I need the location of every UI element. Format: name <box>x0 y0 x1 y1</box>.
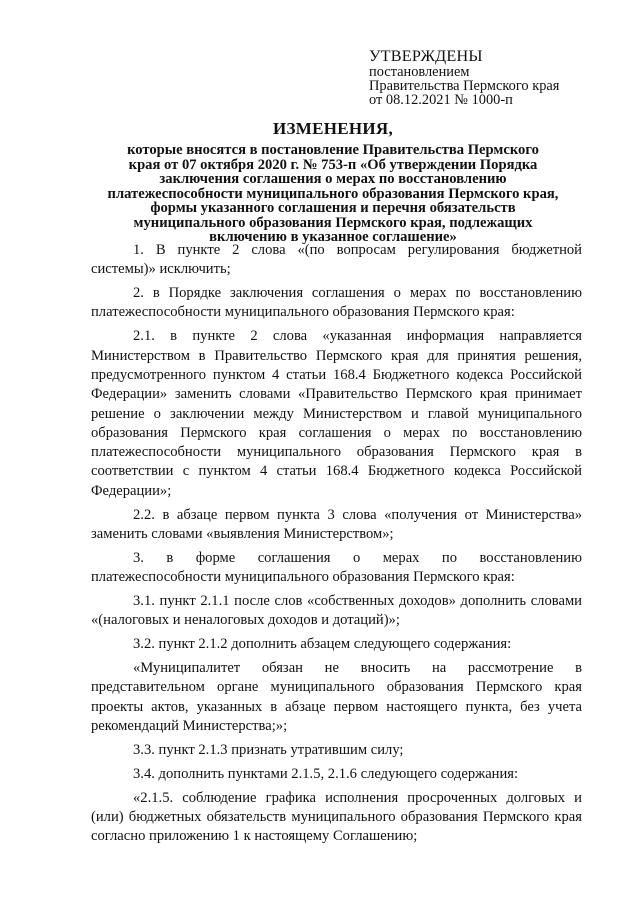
paragraph: 2.1. в пункте 2 слова «указанная информация направляется Министерством в Правительство Пермского края для принятия решения, предусмотренного пунктом 4 статьи 168.4 Бюджетного кодекса Российской Федерации» заменить словами «Правительство Пермского края принимает решение о заключении между Министерством и главой муниципального образования Пермского края соглашения о мерах по восстановлению платежеспособности муниципального образования Пермского края в соответствии с пунктом 4 статьи 168.4 Бюджетного кодекса Российской Федерации»; <box>91 328 582 499</box>
paragraph: 2.2. в абзаце первом пункта 3 слова «получения от Министерства» заменить словами «выявления Министерством»; <box>91 506 582 542</box>
paragraph: 1. В пункте 2 слова «(по вопросам регулирования бюджетной системы)» исключить; <box>91 242 582 278</box>
title-main: ИЗМЕНЕНИЯ, <box>272 119 394 138</box>
paragraph: «2.1.5. соблюдение графика исполнения просроченных долговых и (или) бюджетных обязательств муниципального образования Пермского края согласно приложению 1 к настоящему Соглашению; <box>91 789 582 845</box>
approval-line: Правительства Пермского края <box>369 78 560 94</box>
approval-line: от 08.12.2021 № 1000-п <box>369 92 513 108</box>
approval-heading: УТВЕРЖДЕНЫ <box>369 47 483 65</box>
title-line: муниципального образования Пермского края, подлежащих <box>133 214 533 231</box>
title-line: заключения соглашения о мерах по восстановлению <box>159 171 507 187</box>
paragraph: 3.3. пункт 2.1.3 признать утратившим силу; <box>133 741 404 758</box>
paragraph: «Муниципалитет обязан не вносить на рассмотрение в представительном органе муниципального образования Пермского края проекты актов, указанных в абзаце первом настоящего пункта, без учета рекомендаций Министерства;»; <box>91 660 582 734</box>
title-line: платежеспособности муниципального образования Пермского края, <box>107 185 559 202</box>
paragraph: 3.2. пункт 2.1.2 дополнить абзацем следующего содержания: <box>133 636 512 653</box>
paragraph: 3.1. пункт 2.1.1 после слов «собственных доходов» дополнить словами «(налоговых и неналоговых доходов и дотаций)»; <box>91 593 582 629</box>
document-body <box>91 241 582 847</box>
title-line: формы указанного соглашения и перечня обязательств <box>150 200 516 216</box>
title-line: которые вносятся в постановление Правительства Пермского <box>127 142 539 158</box>
document-title <box>98 119 568 245</box>
paragraph: 3.4. дополнить пунктами 2.1.5, 2.1.6 следующего содержания: <box>133 765 519 782</box>
title-line: края от 07 октября 2020 г. № 753-п «Об утверждении Порядка <box>128 156 538 173</box>
paragraph: 3. в форме соглашения о мерах по восстановлению платежеспособности муниципального образования Пермского края: <box>91 549 582 586</box>
paragraph: 2. в Порядке заключения соглашения о мерах по восстановлению платежеспособности муниципального образования Пермского края: <box>91 285 582 321</box>
title-subtitle <box>98 143 568 245</box>
title-line: включению в указанное соглашение» <box>209 229 457 245</box>
approval-line: постановлением <box>369 64 470 80</box>
approval-stamp <box>369 47 609 107</box>
